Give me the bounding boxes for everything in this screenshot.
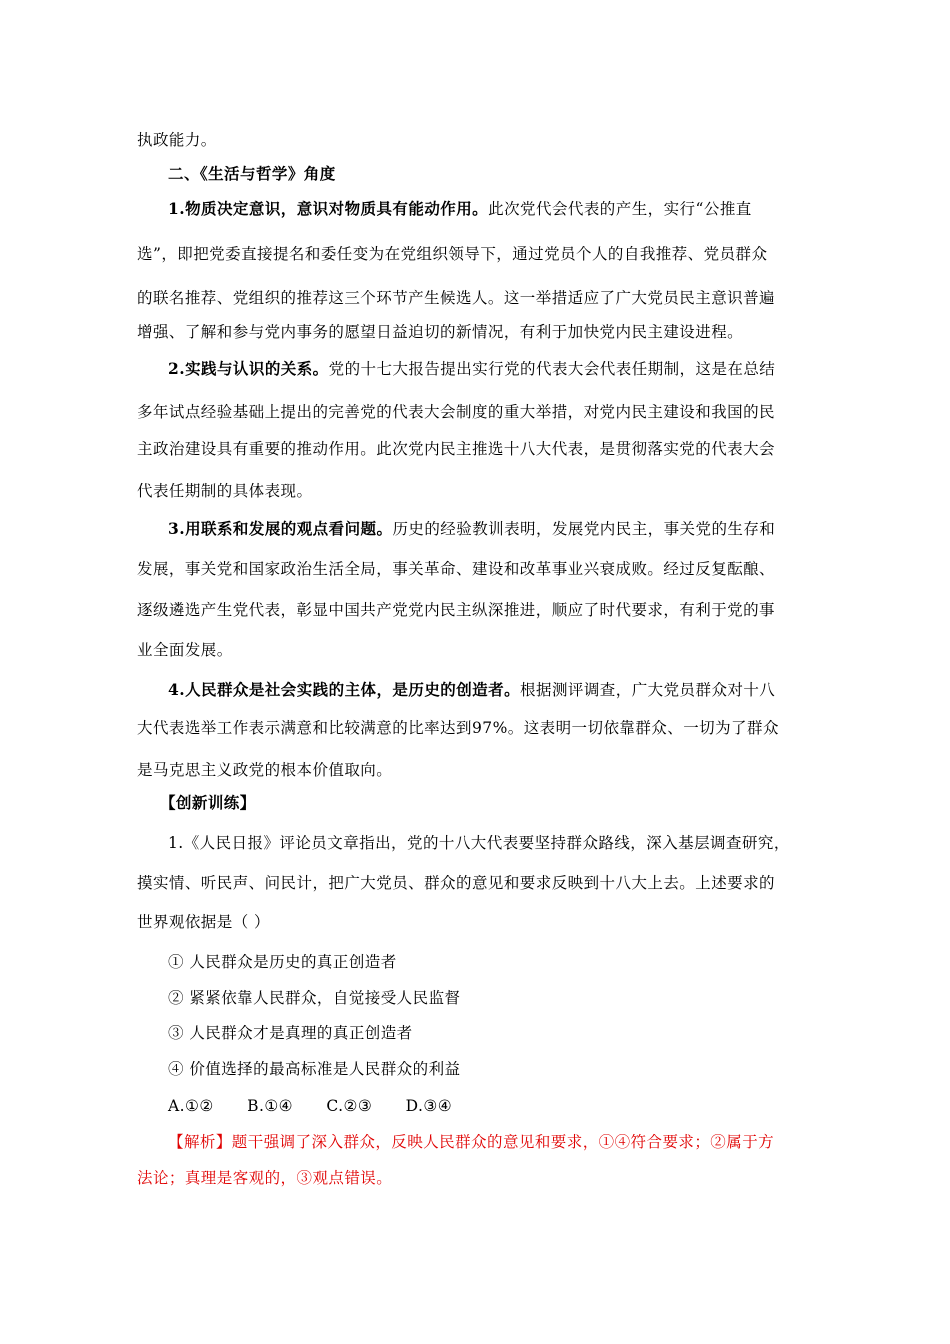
para1-line4: 增强、了解和参与党内事务的愿望日益迫切的新情况，有利于加快党内民主建设进程。	[137, 323, 744, 341]
para2-text: 党的十七大报告提出实行党的代表大会代表任期制，这是在总结	[328, 360, 776, 378]
para4-line1	[168, 678, 818, 702]
para1-text: 此次党代会代表的产生，实行“公推直	[488, 200, 752, 218]
option-a: A.①②	[168, 1097, 214, 1115]
choice-item-1: ① 人民群众是历史的真正创造者	[168, 953, 397, 971]
question-line1: 1.《人民日报》评论员文章指出，党的十八大代表要坚持群众路线，深入基层调查研究，	[168, 834, 790, 852]
para4-line2: 大代表选举工作表示满意和比较满意的比率达到97%。这表明一切依靠群众、一切为了群众	[137, 719, 779, 737]
analysis-line1: 【解析】题干强调了深入群众，反映人民群众的意见和要求，①④符合要求；②属于方	[168, 1133, 775, 1151]
para3-line2: 发展，事关党和国家政治生活全局，事关革命、建设和改革事业兴衰成败。经过反复酝酿、	[137, 560, 776, 578]
analysis-line2: 法论；真理是客观的，③观点错误。	[137, 1169, 393, 1187]
para2-line1	[168, 357, 818, 381]
training-heading: 【创新训练】	[160, 793, 256, 812]
para4-bold: 4.人民群众是社会实践的主体，是历史的创造者。	[168, 680, 521, 699]
para1-line3: 的联名推荐、党组织的推荐这三个环节产生候选人。这一举措适应了广大党员民主意识普遍	[137, 289, 776, 307]
para2-line2: 多年试点经验基础上提出的完善党的代表大会制度的重大举措，对党内民主建设和我国的民	[137, 403, 776, 421]
option-b: B.①④	[247, 1097, 294, 1115]
choice-item-4: ④ 价值选择的最高标准是人民群众的利益	[168, 1060, 461, 1078]
option-d: D.③④	[405, 1097, 453, 1115]
para3-bold: 3.用联系和发展的观点看问题。	[168, 519, 393, 538]
question-line3: 世界观依据是（ ）	[137, 913, 270, 931]
choice-item-3: ③ 人民群众才是真理的真正创造者	[168, 1024, 413, 1042]
para4-text: 根据测评调查，广大党员群众对十八	[520, 681, 776, 699]
para3-line4: 业全面发展。	[137, 641, 233, 659]
answer-options	[168, 1094, 818, 1118]
para3-line1	[168, 517, 818, 541]
para3-line3: 逐级遴选产生党代表，彰显中国共产党党内民主纵深推进，顺应了时代要求，有利于党的事	[137, 601, 776, 619]
para4-line3: 是马克思主义政党的根本价值取向。	[137, 761, 393, 779]
top-line: 执政能力。	[137, 131, 217, 149]
para2-line3: 主政治建设具有重要的推动作用。此次党内民主推选十八大代表，是贯彻落实党的代表大会	[137, 440, 776, 458]
question-line2: 摸实情、听民声、问民计，把广大党员、群众的意见和要求反映到十八大上去。上述要求的	[137, 874, 776, 892]
choice-item-2: ② 紧紧依靠人民群众，自觉接受人民监督	[168, 989, 461, 1007]
para1-line2: 选”，即把党委直接提名和委任变为在党组织领导下，通过党员个人的自我推荐、党员群众	[137, 245, 768, 263]
para1-bold: 1.物质决定意识，意识对物质具有能动作用。	[168, 199, 489, 218]
para2-line4: 代表任期制的具体表现。	[137, 482, 313, 500]
para2-bold: 2.实践与认识的关系。	[168, 359, 329, 378]
para1-line1	[168, 197, 818, 221]
option-c: C.②③	[326, 1097, 373, 1115]
section-heading: 二、《生活与哲学》角度	[168, 164, 336, 183]
para3-text: 历史的经验教训表明，发展党内民主，事关党的生存和	[392, 520, 776, 538]
